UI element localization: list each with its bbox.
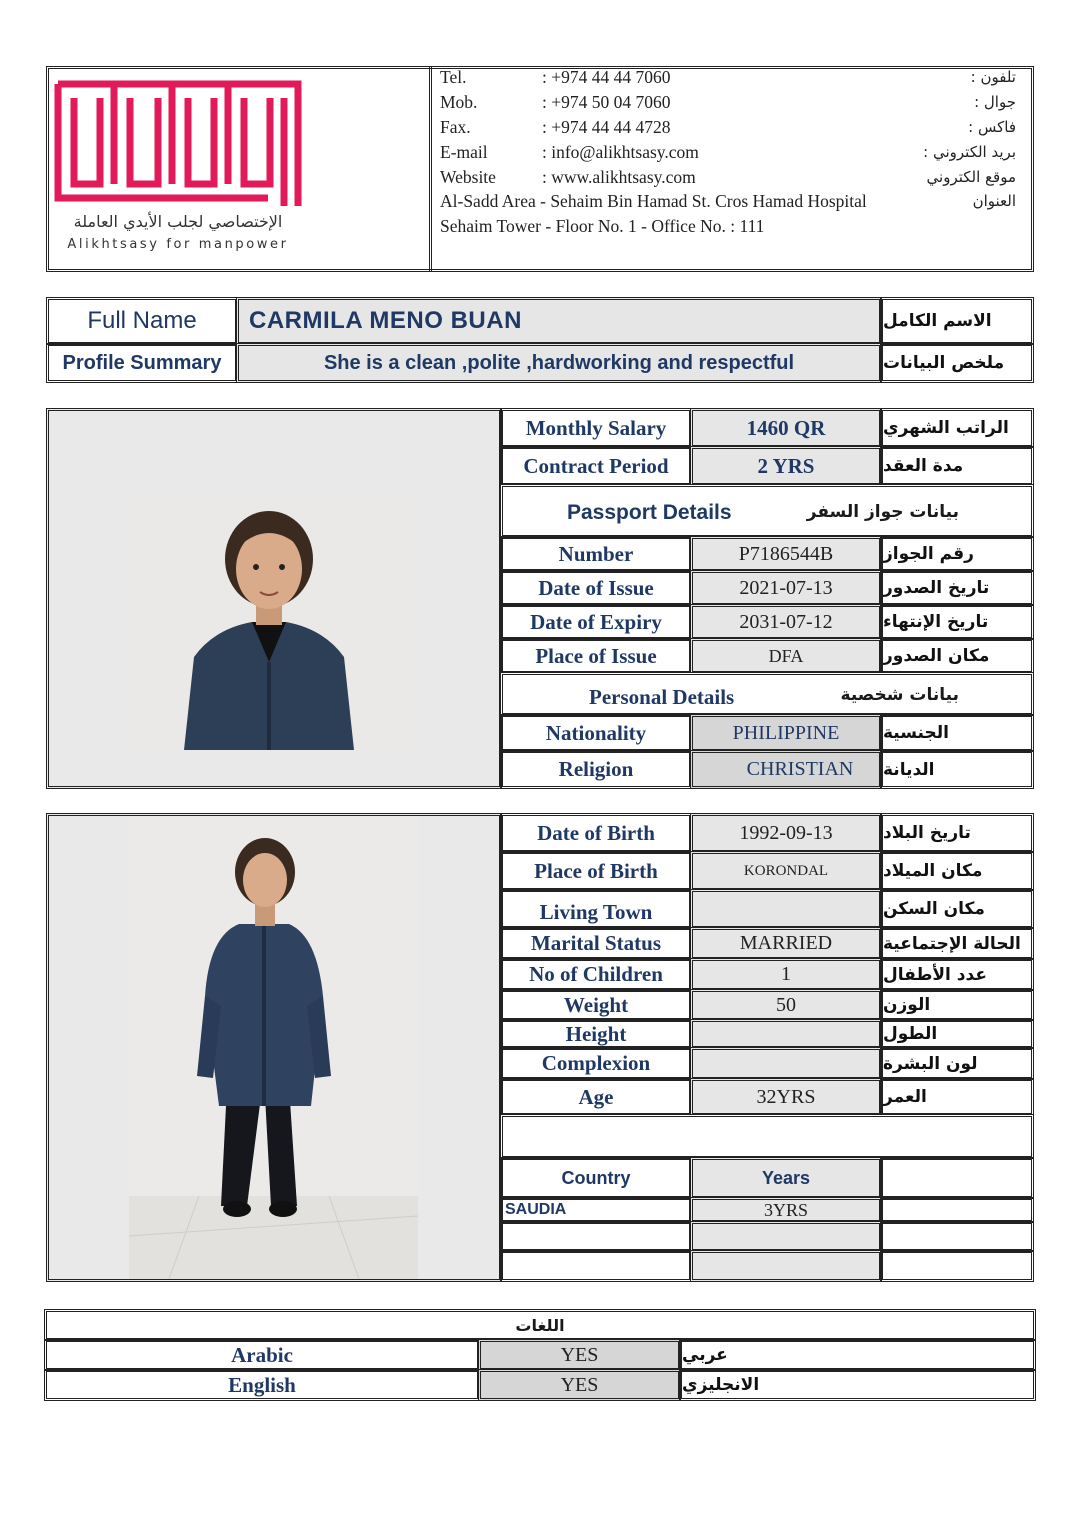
- language-english-arabic: الانجليزي: [679, 1369, 1036, 1401]
- marital-status-label: Marital Status: [500, 927, 692, 960]
- address-line-2: Sehaim Tower - Floor No. 1 - Office No. : 111: [440, 216, 765, 236]
- religion-arabic: الديانة: [880, 750, 1034, 789]
- header-divider: [429, 66, 432, 272]
- passport-number-arabic: رقم الجواز: [880, 536, 1034, 572]
- experience-blank-2: [880, 1221, 1034, 1252]
- mob-arabic: جوال :: [974, 93, 1016, 111]
- weight-value: 50: [690, 989, 882, 1021]
- address-arabic: العنوان: [972, 192, 1016, 210]
- language-arabic-label: Arabic: [44, 1339, 480, 1371]
- living-town-value: [690, 889, 882, 929]
- age-arabic: العمر: [880, 1078, 1034, 1116]
- experience-country-1: SAUDIA: [500, 1197, 692, 1223]
- tel-arabic: تلفون :: [970, 68, 1016, 86]
- website-value: : www.alikhtsasy.com: [542, 167, 696, 187]
- contact-block: [440, 66, 1020, 236]
- experience-header-blank: [880, 1157, 1034, 1199]
- personal-details-title: Personal Details: [589, 685, 735, 709]
- experience-blank-1: [880, 1197, 1034, 1223]
- height-arabic: الطول: [880, 1019, 1034, 1049]
- profile-summary-arabic: ملخص البيانات: [880, 343, 1034, 383]
- passport-number-label: Number: [500, 536, 692, 572]
- full-name-label: Full Name: [46, 297, 238, 345]
- place-of-birth-value: KORONDAL: [690, 851, 882, 891]
- full-body-photo: [129, 816, 418, 1279]
- logo-english-name: Alikhtsasy for manpower: [67, 237, 289, 252]
- mob-label: Mob.: [440, 92, 478, 112]
- experience-blank-3: [880, 1250, 1034, 1282]
- complexion-value: [690, 1047, 882, 1080]
- experience-years-3: [690, 1250, 882, 1282]
- experience-years-2: [690, 1221, 882, 1252]
- place-of-issue-value: DFA: [690, 638, 882, 674]
- date-of-birth-arabic: تاريخ البلاد: [880, 813, 1034, 853]
- languages-header: اللغات: [44, 1309, 1036, 1341]
- place-of-issue-label: Place of Issue: [500, 638, 692, 674]
- contract-period-label: Contract Period: [500, 446, 692, 486]
- experience-country-2: [500, 1221, 692, 1252]
- place-of-birth-arabic: مكان الميلاد: [880, 851, 1034, 891]
- weight-arabic: الوزن: [880, 989, 1034, 1021]
- marital-status-arabic: الحالة الإجتماعية: [880, 927, 1034, 960]
- date-of-birth-label: Date of Birth: [500, 813, 692, 853]
- tel-value: : +974 44 44 7060: [542, 67, 671, 87]
- date-of-issue-label: Date of Issue: [500, 570, 692, 606]
- person-full-body-icon: [129, 816, 418, 1279]
- contract-period-arabic: مدة العقد: [880, 446, 1034, 486]
- address-line-1: Al-Sadd Area - Sehaim Bin Hamad St. Cros Hamad Hospital: [440, 191, 867, 211]
- email-value: : info@alikhtsasy.com: [542, 142, 699, 162]
- experience-country-3: [500, 1250, 692, 1282]
- children-arabic: عدد الأطفال: [880, 958, 1034, 991]
- age-value: 32YRS: [690, 1078, 882, 1116]
- fax-label: Fax.: [440, 117, 471, 137]
- date-of-expiry-value: 2031-07-12: [690, 604, 882, 640]
- monthly-salary-label: Monthly Salary: [500, 408, 692, 448]
- website-arabic: موقع الكتروني: [926, 168, 1016, 186]
- height-label: Height: [500, 1019, 692, 1049]
- religion-value: CHRISTIAN: [690, 750, 882, 789]
- date-of-issue-value: 2021-07-13: [690, 570, 882, 606]
- monthly-salary-arabic: الراتب الشهري: [880, 408, 1034, 448]
- profile-summary-value: She is a clean ,polite ,hardworking and respectful: [236, 343, 882, 383]
- place-of-birth-label: Place of Birth: [500, 851, 692, 891]
- nationality-arabic: الجنسية: [880, 714, 1034, 752]
- religion-label: Religion: [500, 750, 692, 789]
- email-arabic: بريد الكتروني :: [923, 143, 1016, 161]
- age-label: Age: [500, 1078, 692, 1116]
- marital-status-value: MARRIED: [690, 927, 882, 960]
- personal-details-header: [500, 672, 1034, 716]
- date-of-expiry-arabic: تاريخ الإنتهاء: [880, 604, 1034, 640]
- fax-value: : +974 44 44 4728: [542, 117, 671, 137]
- date-of-expiry-label: Date of Expiry: [500, 604, 692, 640]
- language-arabic-arabic: عربي: [679, 1339, 1036, 1371]
- monthly-salary-value: 1460 QR: [690, 408, 882, 448]
- language-arabic-value: YES: [478, 1339, 681, 1371]
- logo-mark-icon: [54, 80, 302, 210]
- company-logo: [54, 80, 302, 210]
- tel-label: Tel.: [440, 67, 467, 87]
- profile-summary-label: Profile Summary: [46, 343, 238, 383]
- date-of-birth-value: 1992-09-13: [690, 813, 882, 853]
- language-english-value: YES: [478, 1369, 681, 1401]
- contract-period-value: 2 YRS: [690, 446, 882, 486]
- language-english-label: English: [44, 1369, 480, 1401]
- passport-details-header: [500, 484, 1034, 538]
- passport-details-title: Passport Details: [567, 501, 732, 524]
- mob-value: : +974 50 04 7060: [542, 92, 671, 112]
- person-portrait-icon: [124, 497, 414, 750]
- experience-years-1: 3YRS: [690, 1197, 882, 1223]
- fax-arabic: فاكس :: [968, 118, 1016, 136]
- passport-number-value: P7186544B: [690, 536, 882, 572]
- children-label: No of Children: [500, 958, 692, 991]
- date-of-issue-arabic: تاريخ الصدور: [880, 570, 1034, 606]
- living-town-arabic: مكان السكن: [880, 889, 1034, 929]
- complexion-arabic: لون البشرة: [880, 1047, 1034, 1080]
- full-name-arabic: الاسم الكامل: [880, 297, 1034, 345]
- nationality-value: PHILIPPINE: [690, 714, 882, 752]
- website-label: Website: [440, 167, 496, 187]
- passport-details-title-arabic: بيانات جواز السفر: [806, 502, 959, 522]
- children-value: 1: [690, 958, 882, 991]
- experience-country-header: Country: [500, 1157, 692, 1199]
- height-value: [690, 1019, 882, 1049]
- portrait-photo: [124, 497, 414, 750]
- weight-label: Weight: [500, 989, 692, 1021]
- full-name-value: CARMILA MENO BUAN: [236, 297, 882, 345]
- personal-details-title-arabic: بيانات شخصية: [840, 685, 959, 705]
- complexion-label: Complexion: [500, 1047, 692, 1080]
- logo-arabic-name: الإختصاصي لجلب الأيدي العاملة: [73, 212, 283, 231]
- nationality-label: Nationality: [500, 714, 692, 752]
- spacer-row: [500, 1114, 1034, 1159]
- experience-years-header: Years: [690, 1157, 882, 1199]
- place-of-issue-arabic: مكان الصدور: [880, 638, 1034, 674]
- living-town-label: Living Town: [500, 889, 692, 929]
- email-label: E-mail: [440, 142, 488, 162]
